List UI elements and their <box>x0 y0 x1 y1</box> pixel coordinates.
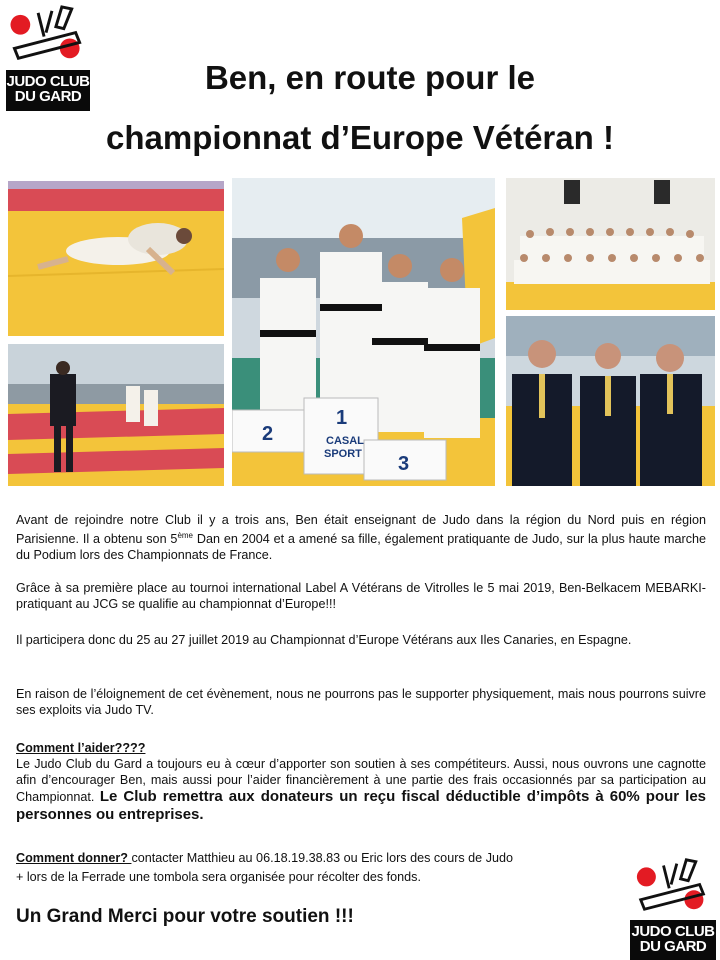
photo-referee <box>8 344 224 486</box>
podium-place-3: 3 <box>398 453 410 475</box>
help-body: Le Judo Club du Gard a toujours eu à cœur d’apporter son soutien à ses compétiteurs. Aussi, nous ouvrons une cagnotte afin d’encourager Ben, mais aussi pour l’aider financièrement à une partie des frais occasionnés par sa participation au Championnat. <box>16 757 706 804</box>
podium-sponsor-1: CASAL <box>326 435 364 447</box>
club-logo-bottom <box>630 856 716 960</box>
paragraph-3: Il participera donc du 25 au 27 juillet 2019 au Championnat d’Europe Vétérans aux Iles Canaries, en Espagne. <box>16 633 632 647</box>
judo-logo-icon <box>630 856 716 923</box>
photo-judo-ground-fight <box>8 181 224 336</box>
podium-place-1: 1 <box>336 407 348 429</box>
help-heading: Comment l’aider???? <box>16 741 146 755</box>
donate-heading: Comment donner? <box>16 851 132 865</box>
page-title-line1: Ben, en route pour le <box>204 59 536 96</box>
help-tax-note: Le Club remettra aux donateurs un reçu fiscal déductible d’impôts à 60% pour les personnes ou entreprises. <box>16 788 707 823</box>
club-logo-name: JUDO CLUB DU GARD <box>630 920 716 960</box>
page-title-line2: championnat d’Europe Vétéran ! <box>106 119 614 156</box>
closing-thanks: Un Grand Merci pour votre soutien !!! <box>16 906 354 927</box>
help-section <box>16 740 706 824</box>
donate-section <box>16 850 706 885</box>
podium-sponsor-2: SPORT <box>324 448 362 460</box>
photo-group <box>506 178 715 310</box>
club-logo-name: JUDO CLUB DU GARD <box>6 70 90 111</box>
photo-podium <box>232 178 495 486</box>
photo-three-officials <box>506 316 715 486</box>
paragraph-2: Grâce à sa première place au tournoi international Label A Vétérans de Vitrolles le 5 mai 2019, Ben-Belkacem MEBARKI- pratiquant au JCG se qualifie au championnat d’Europe!!! <box>16 581 706 611</box>
donate-line1: contacter Matthieu au 06.18.19.38.83 ou Eric lors des cours de Judo <box>131 851 513 865</box>
podium-place-2: 2 <box>262 423 274 445</box>
paragraph-1: Avant de rejoindre notre Club il y a trois ans, Ben était enseignant de Judo dans la région du Nord puis en région Parisienne. Il a obtenu son 5ème Dan en 2004 et a amené sa fille, également pratiquante de Judo, sur la plus haute marche du Podium lors des Championnats de France. <box>16 513 706 563</box>
donate-line2: + lors de la Ferrade une tombola sera organisée pour récolter des fonds. <box>16 870 421 884</box>
paragraph-4: En raison de l’éloignement de cet évènement, nous ne pourrons pas le supporter physiquement, mais nous pourrons suivre ses exploits via Judo TV. <box>16 687 706 717</box>
